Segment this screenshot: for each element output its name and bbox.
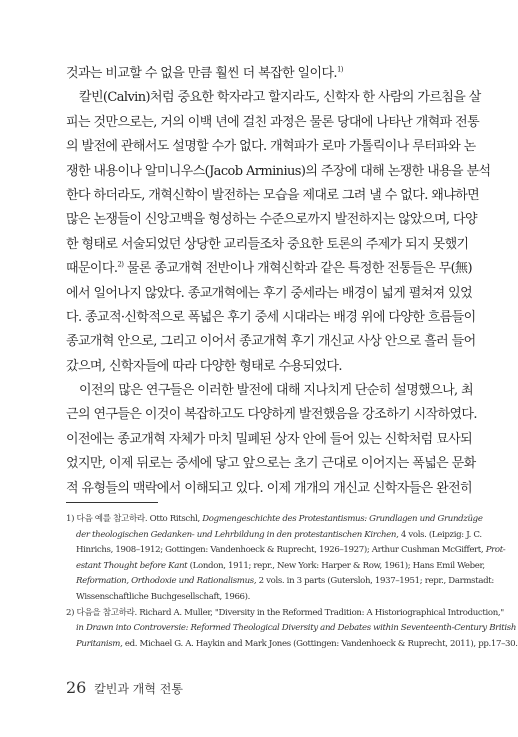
page-number: 26 bbox=[66, 678, 87, 697]
body-line: 갔으며, 신학자들에 따라 다양한 형태로 수용되었다. bbox=[66, 358, 342, 374]
body-line: 많은 논쟁들이 신앙고백을 형성하는 수준으로까지 발전하지는 않았으며, 다양 bbox=[66, 212, 477, 228]
footnote-ref-1: 1) bbox=[336, 65, 343, 74]
body-line: 적 유형들의 맥락에서 이해되고 있다. 이제 개개의 개신교 신학자들은 완전히 bbox=[66, 480, 473, 496]
body-line: 이전의 많은 연구들은 이러한 발전에 대해 지나치게 단순히 설명했으나, 최 bbox=[79, 383, 474, 399]
footnote-2-line: in Drawn into Controversie: Reformed Theological Diversity and Debates within Seventeenth-Century British bbox=[76, 623, 517, 634]
footnotes bbox=[66, 512, 518, 652]
body-line: 쟁한 내용이나 알미니우스(Jacob Arminius)의 주장에 대해 논쟁한 내용을 분석 bbox=[66, 163, 491, 179]
body-line: 종교개혁 안으로, 그리고 이어서 종교개혁 후기 개신교 사상 안으로 흘러 들어 bbox=[66, 334, 476, 350]
body-line: 피는 것만으로는, 거의 이백 년에 걸친 과정은 물론 당대에 나타난 개혁파 전통 bbox=[66, 114, 480, 130]
body-line: 에서 일어나지 않았다. 종교개혁에는 후기 중세라는 배경이 넓게 펼쳐져 있었 bbox=[66, 285, 473, 301]
body-line: 었지만, 이제 뒤로는 중세에 닿고 앞으로는 초기 근대로 이어지는 폭넓은 문화 bbox=[66, 456, 476, 472]
body-line: 때문이다.$^{2)}$ 물론 종교개혁 전반이나 개혁신학과 같은 특정한 전통들은 무(無) bbox=[66, 260, 472, 277]
running-footer bbox=[66, 678, 366, 697]
body-line: 근의 연구들은 이것이 복잡하고도 다양하게 발전했음을 강조하기 시작하였다. bbox=[66, 407, 477, 423]
body-text bbox=[66, 62, 491, 501]
footnote-2-line: Puritanism, ed. Michael G. A. Haykin and Mark Jones (Gottingen: Vandenhoeck & Ruprecht, 2011), pp.17–30. bbox=[76, 638, 518, 649]
running-title: 칼빈과 개혁 전통 bbox=[94, 682, 183, 696]
footnote-1-line: Reformation, Orthodoxie und Rationalismus, 2 vols. in 3 parts (Gutersloh, 1937–1951; repr., Darmstadt: bbox=[76, 576, 494, 587]
footnote-1-line: Hinrichs, 1908–1912; Gottingen: Vandenhoeck & Ruprecht, 1926–1927); Arthur Cushman McGiffert, Prot- bbox=[76, 545, 506, 556]
footnote-ref-2: 2) bbox=[117, 260, 124, 269]
footnote-divider bbox=[66, 502, 158, 503]
body-line: 이전에는 종교개혁 자체가 마치 밀폐된 상자 안에 들어 있는 신학처럼 묘사되 bbox=[66, 431, 473, 447]
footnote-1-line: Wissenschaftliche Buchgesellschaft, 1966). bbox=[76, 591, 251, 602]
footnote-1-line: estant Thought before Kant (London, 1911; repr., New York: Harper & Row, 1961); Hans Emil Weber, bbox=[76, 560, 485, 571]
body-line: 의 발전에 관해서도 설명할 수가 없다. 개혁파가 로마 가톨릭이나 루터파와 논 bbox=[66, 139, 476, 155]
body-line: 칼빈(Calvin)처럼 중요한 학자라고 할지라도, 신학자 한 사람의 가르침을 살 bbox=[79, 90, 481, 106]
body-line: 것과는 비교할 수 없을 만큼 훨씬 더 복잡한 일이다.$^{1)}$ bbox=[66, 65, 343, 81]
body-line: 한 형태로 서술되었던 상당한 교리들조차 중요한 토론의 주제가 되지 못했기 bbox=[66, 236, 469, 252]
footnote-1-line: der theologischen Gedanken- und Lehrbildung in den protestantischen Kirchen, 4 vols. (Leipzig: J. C. bbox=[76, 529, 482, 540]
footnote-2-line: 2) 다음을 참고하라. Richard A. Muller, "Diversity in the Reformed Tradition: A Historiographical Introduction," bbox=[66, 607, 504, 618]
body-line: 다. 종교적·신학적으로 폭넓은 후기 중세 시대라는 배경 위에 다양한 흐름들이 bbox=[66, 309, 476, 325]
footnote-1-line: 1) 다음 예를 참고하라. Otto Ritschl, Dogmengeschichte des Protestantismus: Grundlagen und Grundzüge bbox=[66, 514, 483, 524]
body-line: 한다 하더라도, 개혁신학이 발전하는 모습을 제대로 그려 낼 수 없다. 왜냐하면 bbox=[66, 187, 480, 203]
